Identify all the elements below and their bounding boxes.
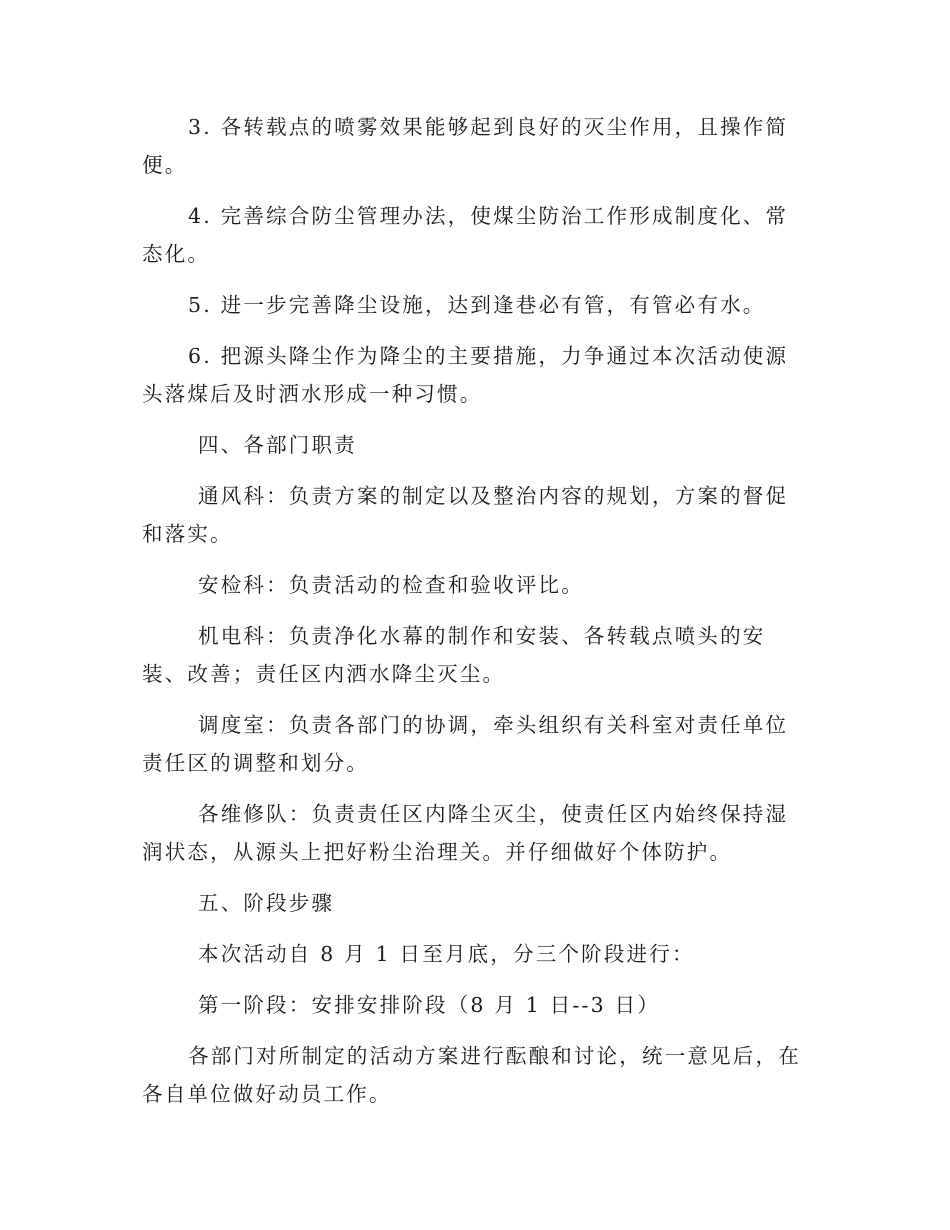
paragraph-schedule: 本次活动自 8 月 1 日至月底，分三个阶段进行：	[198, 942, 695, 966]
paragraph-dispatch-room: 调度室：负责各部门的协调，牵头组织有关科室对责任单位责任区的调整和划分。	[142, 713, 789, 775]
paragraph-ventilation-dept: 通风科：负责方案的制定以及整治内容的规划，方案的督促和落实。	[142, 484, 789, 546]
paragraph-item-6: 6. 把源头降尘作为降尘的主要措施，力争通过本次活动使源头落煤后及时洒水形成一种习惯。	[142, 344, 789, 406]
paragraph-stage-one: 第一阶段：安排安排阶段（8 月 1 日--3 日）	[198, 993, 661, 1017]
paragraph-stage-one-detail: 各部门对所制定的活动方案进行酝酿和讨论，统一意见后，在各自单位做好动员工作。	[142, 1044, 801, 1106]
paragraph-item-4: 4. 完善综合防尘管理办法，使煤尘防治工作形成制度化、常态化。	[142, 204, 789, 266]
section-heading-responsibilities: 四、各部门职责	[198, 433, 357, 457]
paragraph-electromechanical-dept: 机电科：负责净化水幕的制作和安装、各转载点喷头的安装、改善；责任区内洒水降尘灭尘。	[142, 624, 766, 686]
paragraph-maintenance-teams: 各维修队：负责责任区内降尘灭尘，使责任区内始终保持湿润状态，从源头上把好粉尘治理关。并仔细做好个体防护。	[142, 802, 789, 864]
paragraph-item-3: 3. 各转载点的喷雾效果能够起到良好的灭尘作用，且操作简便。	[142, 115, 789, 177]
paragraph-item-5: 5. 进一步完善降尘设施，达到逢巷必有管，有管必有水。	[188, 293, 766, 317]
document-body	[142, 108, 808, 1126]
paragraph-safety-inspection-dept: 安检科：负责活动的检查和验收评比。	[198, 573, 584, 597]
section-heading-stages: 五、阶段步骤	[198, 891, 335, 915]
